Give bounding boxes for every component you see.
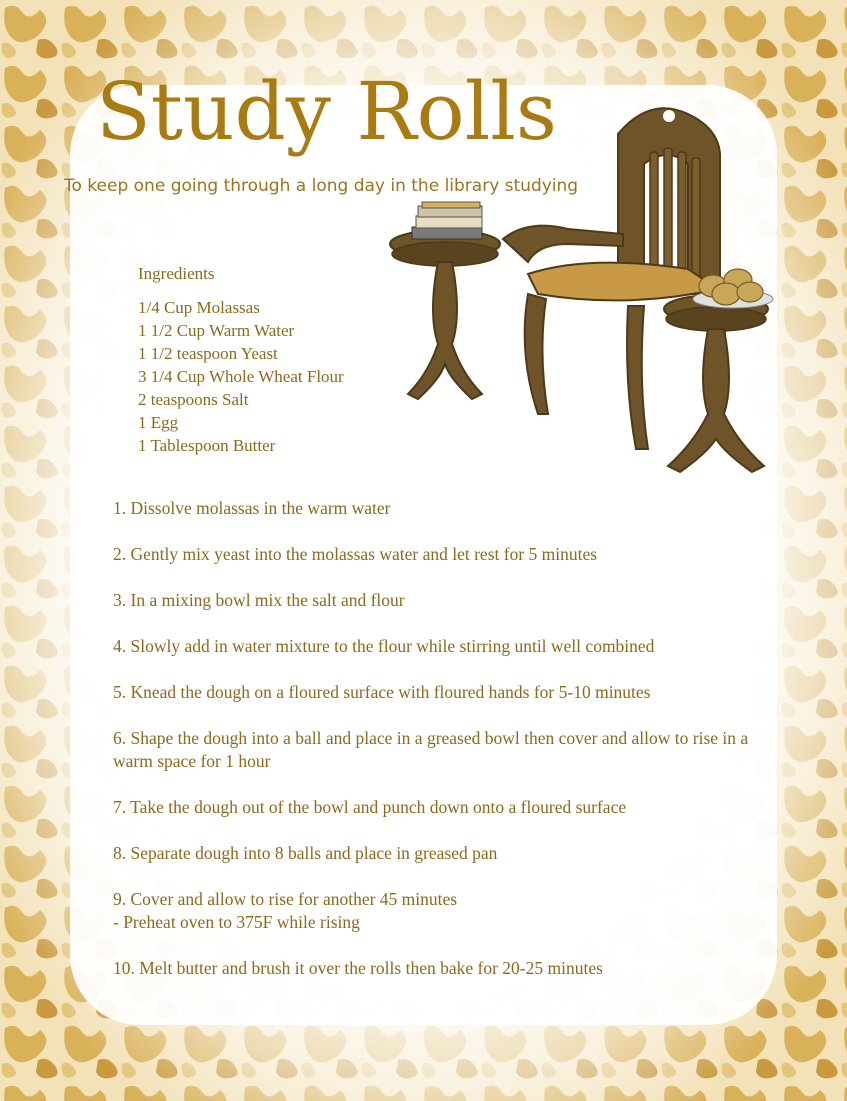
ingredient-item: 1/4 Cup Molassas bbox=[138, 298, 260, 317]
ingredient-item: 1 1/2 teaspoon Yeast bbox=[138, 344, 278, 363]
ingredient-item: 1 1/2 Cup Warm Water bbox=[138, 321, 295, 340]
step-7 bbox=[113, 796, 753, 819]
step-9 bbox=[113, 888, 753, 934]
ingredient-item: 3 1/4 Cup Whole Wheat Flour bbox=[138, 367, 344, 386]
ingredients-list bbox=[138, 296, 344, 457]
book-stack-icon bbox=[412, 202, 482, 239]
step-text: 1. Dissolve molassas in the warm water bbox=[113, 498, 391, 518]
step-text: 5. Knead the dough on a floured surface with floured hands for 5-10 minutes bbox=[113, 682, 651, 702]
step-text: 4. Slowly add in water mixture to the flour while stirring until well combined bbox=[113, 636, 655, 656]
step-text: 3. In a mixing bowl mix the salt and flour bbox=[113, 590, 405, 610]
step-6 bbox=[113, 727, 753, 773]
step-text: 6. Shape the dough into a ball and place in a greased bowl then cover and allow to rise in a warm space for 1 hour bbox=[113, 728, 749, 771]
ingredient-item: 2 teaspoons Salt bbox=[138, 390, 249, 409]
ingredient-item: 1 Tablespoon Butter bbox=[138, 436, 276, 455]
chair-and-tables-illustration bbox=[388, 94, 788, 494]
step-text: 10. Melt butter and brush it over the rolls then bake for 20-25 minutes bbox=[113, 958, 603, 978]
ingredients-section bbox=[138, 264, 344, 457]
step-text: 8. Separate dough into 8 balls and place in greased pan bbox=[113, 843, 498, 863]
instructions-section bbox=[113, 497, 753, 1003]
step-2 bbox=[113, 543, 753, 566]
step-text: 7. Take the dough out of the bowl and punch down onto a floured surface bbox=[113, 797, 627, 817]
step-8 bbox=[113, 842, 753, 865]
page-title: Study Rolls bbox=[96, 65, 557, 158]
step-3 bbox=[113, 589, 753, 612]
step-note: - Preheat oven to 375F while rising bbox=[113, 912, 360, 932]
step-text: 2. Gently mix yeast into the molassas water and let rest for 5 minutes bbox=[113, 544, 598, 564]
ingredients-heading: Ingredients bbox=[138, 264, 215, 283]
ingredient-item: 1 Egg bbox=[138, 413, 179, 432]
step-1 bbox=[113, 497, 753, 520]
step-4 bbox=[113, 635, 753, 658]
step-text: 9. Cover and allow to rise for another 45 minutes bbox=[113, 889, 458, 909]
page-subtitle: To keep one going through a long day in the library studying bbox=[64, 176, 579, 196]
step-10 bbox=[113, 957, 753, 980]
step-5 bbox=[113, 681, 753, 704]
